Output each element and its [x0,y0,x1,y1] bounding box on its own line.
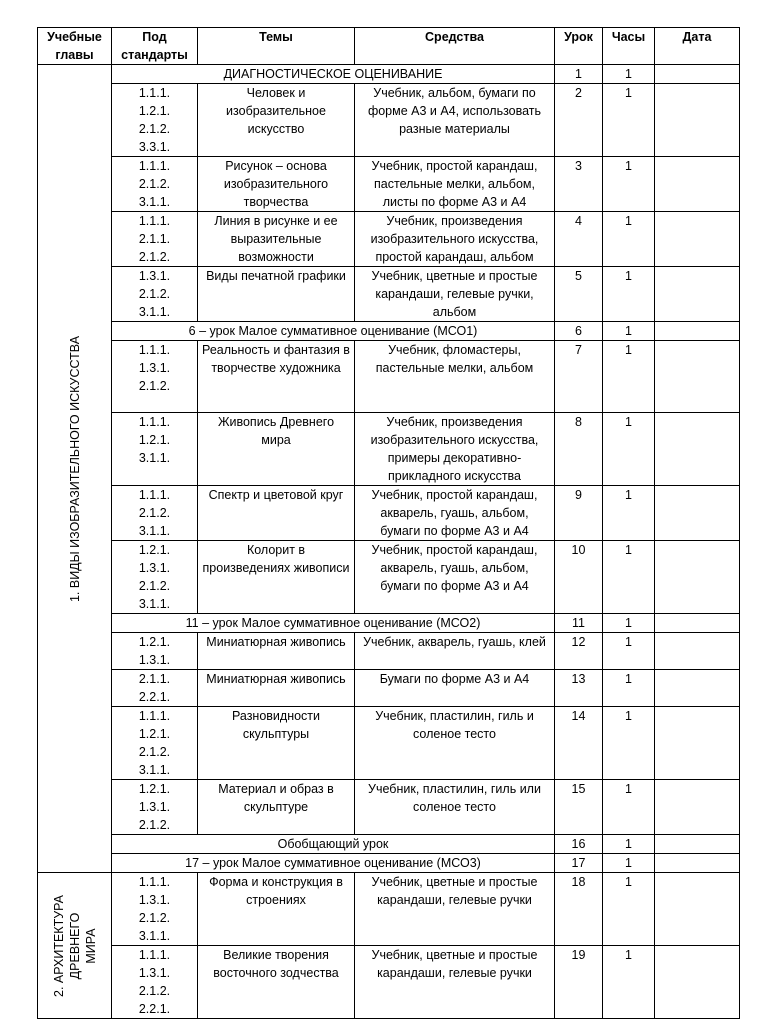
standard-code: 2.1.2. [138,177,171,191]
standards-cell [112,633,198,670]
standards-cell [112,267,198,322]
table-row [38,707,740,780]
hours-count: 1 [603,835,655,854]
standard-code: 3.1.1. [138,763,171,777]
standard-code: 2.2.1. [138,690,171,704]
standard-code: 3.1.1. [138,597,171,611]
lesson-number: 5 [555,267,603,322]
standard-code: 2.1.2. [138,287,171,301]
date-cell[interactable] [655,322,740,341]
date-cell[interactable] [655,413,740,486]
standard-code: 1.1.1. [138,709,171,723]
table-row [38,541,740,614]
standard-code: 2.2.1. [138,1002,171,1016]
standard-code: 2.1.1. [138,672,171,686]
lesson-number: 7 [555,341,603,413]
standard-code: 3.1.1. [138,451,171,465]
means-cell: Учебник, цветные и простые карандаши, гелевые ручки [355,946,555,1019]
standard-code: 3.1.1. [138,929,171,943]
hours-count: 1 [603,84,655,157]
topic-cell: Человек и изобразительное искусство [198,84,355,157]
standard-code: 2.1.2. [138,122,171,136]
date-cell[interactable] [655,707,740,780]
standard-code: 1.3.1. [138,800,171,814]
standard-code: 1.1.1. [138,86,171,100]
lesson-number: 16 [555,835,603,854]
lesson-number: 1 [555,65,603,84]
standards-cell [112,670,198,707]
date-cell[interactable] [655,486,740,541]
table-body [38,65,740,1019]
standard-code: 1.2.1. [138,635,171,649]
summary-label: 6 – урок Малое суммативное оценивание (МСО1) [112,322,555,341]
hours-count: 1 [603,267,655,322]
summary-label: Обобщающий урок [112,835,555,854]
chapter-2-cell [38,873,112,1019]
summary-row [38,614,740,633]
hours-count: 1 [603,212,655,267]
means-cell: Учебник, простой карандаш, пастельные мелки, альбом, листы по форме А3 и А4 [355,157,555,212]
topic-cell: Рисунок – основа изобразительного творчества [198,157,355,212]
topic-cell: Миниатюрная живопись [198,633,355,670]
date-cell[interactable] [655,65,740,84]
means-cell: Учебник, акварель, гуашь, клей [355,633,555,670]
standard-code: 1.2.1. [138,782,171,796]
date-cell[interactable] [655,614,740,633]
means-cell: Учебник, пластилин, гиль и соленое тесто [355,707,555,780]
means-cell: Учебник, простой карандаш, акварель, гуашь, альбом, бумаги по форме А3 и А4 [355,486,555,541]
hours-count: 1 [603,65,655,84]
chapter-2-line: МИРА [83,927,98,964]
date-cell[interactable] [655,341,740,413]
standards-cell [112,157,198,212]
topic-cell: Спектр и цветовой круг [198,486,355,541]
header-lesson: Урок [555,28,603,65]
standard-code: 1.1.1. [138,875,171,889]
standard-code: 1.3.1. [138,269,171,283]
means-cell: Учебник, цветные и простые карандаши, гелевые ручки, альбом [355,267,555,322]
curriculum-table [37,27,740,1019]
lesson-number: 11 [555,614,603,633]
hours-count: 1 [603,341,655,413]
standard-code: 1.3.1. [138,653,171,667]
means-cell: Учебник, произведения изобразительного искусства, простой карандаш, альбом [355,212,555,267]
date-cell[interactable] [655,780,740,835]
topic-cell: Линия в рисунке и ее выразительные возможности [198,212,355,267]
topic-cell: Великие творения восточного зодчества [198,946,355,1019]
standards-cell [112,413,198,486]
topic-cell: Реальность и фантазия в творчестве художника [198,341,355,413]
table-row [38,670,740,707]
header-row [38,28,740,65]
hours-count: 1 [603,541,655,614]
topic-cell: Миниатюрная живопись [198,670,355,707]
table-row [38,486,740,541]
date-cell[interactable] [655,854,740,873]
standard-code: 3.1.1. [138,305,171,319]
table-row [38,873,740,946]
table-row [38,633,740,670]
summary-row [38,65,740,84]
standard-code: 1.1.1. [138,415,171,429]
header-hours: Часы [603,28,655,65]
hours-count: 1 [603,157,655,212]
summary-label: 11 – урок Малое суммативное оценивание (МСО2) [112,614,555,633]
hours-count: 1 [603,614,655,633]
topic-cell: Форма и конструкция в строениях [198,873,355,946]
hours-count: 1 [603,633,655,670]
hours-count: 1 [603,413,655,486]
lesson-number: 8 [555,413,603,486]
table-row [38,157,740,212]
lesson-number: 17 [555,854,603,873]
standards-cell [112,212,198,267]
standards-cell [112,486,198,541]
lesson-number: 2 [555,84,603,157]
chapter-1-cell [38,65,112,873]
standards-cell [112,780,198,835]
header-means: Средства [355,28,555,65]
standard-code: 2.1.2. [138,250,171,264]
topic-cell: Материал и образ в скульптуре [198,780,355,835]
standard-code: 1.2.1. [138,727,171,741]
date-cell[interactable] [655,541,740,614]
means-cell: Бумаги по форме А3 и А4 [355,670,555,707]
summary-label: 17 – урок Малое суммативное оценивание (МСО3) [112,854,555,873]
standard-code: 3.3.1. [138,140,171,154]
standard-code: 1.2.1. [138,104,171,118]
standards-cell [112,873,198,946]
chapter-2-line: ДРЕВНЕГО [67,912,82,979]
lesson-number: 18 [555,873,603,946]
lesson-number: 13 [555,670,603,707]
standard-code: 2.1.2. [138,818,171,832]
lesson-number: 10 [555,541,603,614]
hours-count: 1 [603,946,655,1019]
hours-count: 1 [603,854,655,873]
date-cell[interactable] [655,267,740,322]
standard-code: 2.1.2. [138,579,171,593]
date-cell[interactable] [655,633,740,670]
date-cell[interactable] [655,84,740,157]
header-topics: Темы [198,28,355,65]
table-row [38,413,740,486]
standard-code: 1.3.1. [138,966,171,980]
summary-row [38,322,740,341]
chapter-2-label [51,894,99,996]
summary-row [38,854,740,873]
standard-code: 2.1.2. [138,984,171,998]
hours-count: 1 [603,780,655,835]
lesson-number: 9 [555,486,603,541]
table-row [38,341,740,413]
standards-cell [112,84,198,157]
standard-code: 1.1.1. [138,159,171,173]
topic-cell: Живопись Древнего мира [198,413,355,486]
lesson-number: 14 [555,707,603,780]
hours-count: 1 [603,873,655,946]
standard-code: 3.1.1. [138,195,171,209]
standard-code: 1.2.1. [138,433,171,447]
standard-code: 2.1.2. [138,911,171,925]
summary-label: ДИАГНОСТИЧЕСКОЕ ОЦЕНИВАНИЕ [112,65,555,84]
standard-code: 1.1.1. [138,948,171,962]
hours-count: 1 [603,322,655,341]
means-cell: Учебник, фломастеры, пастельные мелки, альбом [355,341,555,413]
means-cell: Учебник, альбом, бумаги по форме А3 и А4, использовать разные материалы [355,84,555,157]
standards-cell [112,541,198,614]
lesson-number: 6 [555,322,603,341]
date-cell[interactable] [655,835,740,854]
lesson-number: 15 [555,780,603,835]
table-row [38,212,740,267]
standards-cell [112,341,198,413]
chapter-1-label: 1. ВИДЫ ИЗОБРАЗИТЕЛЬНОГО ИСКУССТВА [67,335,82,602]
hours-count: 1 [603,670,655,707]
standard-code: 1.1.1. [138,343,171,357]
date-cell[interactable] [655,946,740,1019]
standard-code: 1.3.1. [138,561,171,575]
date-cell[interactable] [655,873,740,946]
table-row [38,84,740,157]
means-cell: Учебник, пластилин, гиль или соленое тесто [355,780,555,835]
date-cell[interactable] [655,157,740,212]
table-row [38,780,740,835]
header-standards: Под стандарты [112,28,198,65]
header-chapters: Учебные главы [38,28,112,65]
table-row [38,267,740,322]
topic-cell: Колорит в произведениях живописи [198,541,355,614]
standard-code: 1.3.1. [138,361,171,375]
lesson-number: 3 [555,157,603,212]
standards-cell [112,707,198,780]
hours-count: 1 [603,486,655,541]
topic-cell: Виды печатной графики [198,267,355,322]
standard-code: 2.1.1. [138,232,171,246]
standard-code: 1.2.1. [138,543,171,557]
lesson-number: 19 [555,946,603,1019]
means-cell: Учебник, произведения изобразительного искусства, примеры декоративно-прикладного искусства [355,413,555,486]
standard-code: 2.1.2. [138,379,171,393]
standard-code: 1.1.1. [138,214,171,228]
date-cell[interactable] [655,670,740,707]
table-row [38,946,740,1019]
means-cell: Учебник, простой карандаш, акварель, гуашь, альбом, бумаги по форме А3 и А4 [355,541,555,614]
standard-code: 3.1.1. [138,524,171,538]
standard-code: 1.1.1. [138,488,171,502]
chapter-2-line: 2. АРХИТЕКТУРА [51,894,66,997]
lesson-number: 4 [555,212,603,267]
header-date: Дата [655,28,740,65]
standard-code: 1.3.1. [138,893,171,907]
summary-row [38,835,740,854]
hours-count: 1 [603,707,655,780]
topic-cell: Разновидности скульптуры [198,707,355,780]
standard-code: 2.1.2. [138,506,171,520]
means-cell: Учебник, цветные и простые карандаши, гелевые ручки [355,873,555,946]
standard-code: 2.1.2. [138,745,171,759]
date-cell[interactable] [655,212,740,267]
lesson-number: 12 [555,633,603,670]
standards-cell [112,946,198,1019]
